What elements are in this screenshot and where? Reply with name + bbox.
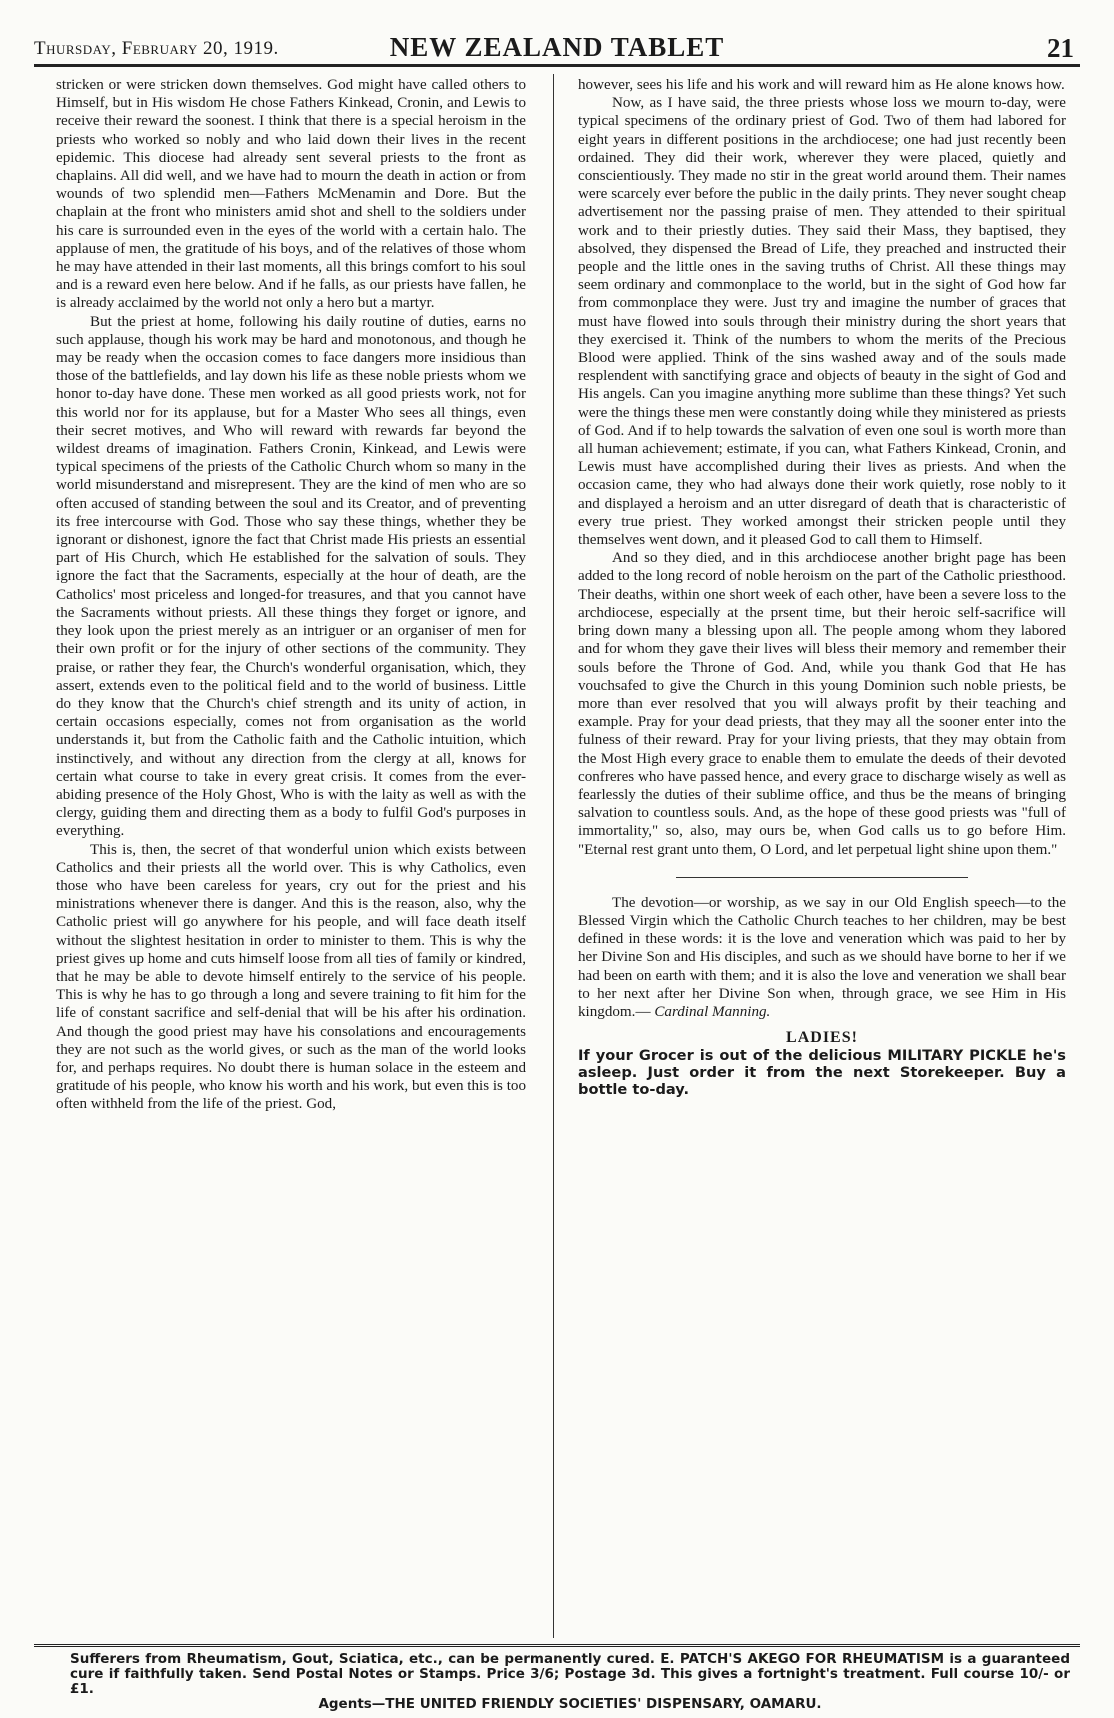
page-number: 21 bbox=[1047, 33, 1074, 63]
header-rule bbox=[34, 64, 1080, 67]
right-column bbox=[578, 76, 1066, 1636]
article-paragraph: Now, as I have said, the three priests whose loss we mourn to-day, were typical specimens of the ordinary priest of God. Two of them had labored for eight years in different positions in the archdiocese; one had just recently been ordained. They did their work, wherever they were placed, quietly and conscientiously. They made no stir in the great world around them. Their names were scarcely ever before the public in the daily prints. They never sought cheap advertisement nor the passing praise of men. They attended to their spiritual work and to their priestly duties. They said their Mass, they baptised, they absolved, they dispensed the Bread of Life, they preached and instructed their people and the little ones in the saving truths of Christ. All these things may seem ordinary and commonplace to the world, but in the sight of God how far from commonplace they were. Just try and imagine the number of graces that must have flowed into souls through their ministry during the short years that they exercised it. Think of the numbers to whom the merits of the Precious Blood were applied. Think of the sins washed away and of the souls made resplendent with sanctifying grace and objects of beauty in the sight of God and His angels. Can you imagine anything more sublime than these things? Yet such were the things these men were constantly doing while they ministered as priests of God. And if to help towards the salvation of even one soul is worth more than all human achievement; estimate, if you can, what Fathers Kinkead, Cronin, and Lewis must have accomplished during their lives as priests. And when the occasion came, they who had always done their work quietly, rose nobly to it and displayed a heroism and an utter disregard of death that is characteristic of every true priest. They worked amongst their stricken people until they themselves went down, and it pleased God to call them to Himself. bbox=[578, 95, 1066, 549]
footer-ad-agents: Agents—THE UNITED FRIENDLY SOCIETIES' DISPENSARY, OAMARU. bbox=[318, 1696, 822, 1712]
quote-text: The devotion—or worship, as we say in our Old English speech—to the Blessed Virgin which the Catholic Church teaches to her children, may be best defined in these words: it is the love and veneration which was paid to her by her Divine Son and His disciples, and such as we should have borne to her if we had been on earth with them; and it is also the love and veneration we shall bear to her next after her Divine Son when, through grace, we see Him in His kingdom.— bbox=[578, 894, 1066, 1020]
section-separator bbox=[676, 877, 969, 878]
left-column bbox=[56, 76, 526, 1628]
article-paragraph: But the priest at home, following his daily routine of duties, earns no such applause, though his work may be hard and monotonous, and though he may be ready when the occasion comes to face dangers more insidious than those of the battlefields, and lay down his life as these noble priests whom we honor to-day have done. These men worked as all good priests work, not for this world nor for its applause, but for a Master Who sees all things, even their secret motives, and Who will reward with rewards far beyond the wildest dreams of imagination. Fathers Cronin, Kinkead, and Lewis were typical specimens of the priests of the Catholic Church whom so many in the world misunderstand and misrepresent. They are the kind of men who are so often accused of standing between the soul and its Creator, and of preventing its free intercourse with God. Those who say these things, whether they be ignorant or dishonest, ignore the fact that Christ made His priests an essential part of His Church, which He established for the salvation of souls. They ignore the fact that the Sacraments, especially at the hour of death, are the Catholics' most priceless and longed-for treasures, and that you cannot have the Sacraments without priests. All these things they forget or ignore, and they look upon the priest merely as an intriguer or an organiser of men for their own profit or for the injury of other sections of the community. They praise, or rather they fear, the Church's wonderful organisation, which, they assert, extends even to the political field and to the world of business. Little do they know that the Church's chief strength and its unity of action, in certain occasions especially, comes not from organisation as the world understands it, but from the Catholic faith and the Catholic intuition, which instinctively, and without any direction from the clergy at all, knows for certain what course to take in every great crisis. It comes from the ever-abiding presence of the Holy Ghost, Who is with the laity as well as with the clergy, guiding them and directing them as a body to fulfil God's purposes in everything. bbox=[56, 313, 526, 840]
publication-title: NEW ZEALAND TABLET bbox=[389, 32, 725, 62]
ladies-ad-title: LADIES! bbox=[786, 1029, 858, 1047]
footer-ad-text: Sufferers from Rheumatism, Gout, Sciatica, etc., can be permanently cured. E. PATCH'S AKEGO FOR RHEUMATISM is a guaranteed cure if faithfully taken. Send Postal Notes or Stamps. Price 3/6; Postage 3d. This gives a fortnight's treatment. Full course 10/- or £1. bbox=[70, 1651, 1070, 1697]
article-paragraph: This is, then, the secret of that wonderful union which exists between Catholics and their priests all the world over. This is why Catholics, even those who have been careless for years, cry out for the priest and his ministrations whenever there is danger. And this is the reason, also, why the Catholic priest will go anywhere for his people, and will face death itself without the slightest hesitation in order to minister to them. This is why the priest gives up home and cuts himself loose from all ties of family or kindred, that he may be able to devote himself entirely to the service of his people. This is why he has to go through a long and severe training to fit him for the life of constant sacrifice and self-denial that will be his after his ordination. And though the good priest may have his consolations and encouragements they are not such as the world gives, or such as the man of the world looks for, and perhaps requires. No doubt there is human solace in the esteem and gratitude of his people, who know his worth and his work, but even this is too often withheld from the life of the priest. God, bbox=[56, 841, 526, 1113]
quote-attribution: Cardinal Manning. bbox=[654, 1003, 771, 1020]
page-header bbox=[34, 30, 1080, 64]
article-paragraph: And so they died, and in this archdiocese another bright page has been added to the long record of noble heroism on the part of the Catholic priesthood. Their deaths, within one short week of each other, have been a severe loss to the archdiocese, especially at the prsent time, but their heroic self-sacrifice will bring down many a blessing upon all. The people among whom they labored and for whom they gave their lives will bless their memory and remember their souls before the Throne of God. And, while you thank God that He has vouchsafed to give the Church in this young Dominion such noble priests, be more than ever resolved that you will always profit by their teaching and example. Pray for your dead priests, that they may all the sooner enter into the fulness of their reward. Pray for your living priests, that they may obtain from the Most High every grace to enable them to emulate the deeds of their devoted confreres who have passed hence, and every grace to discharge wisely as well as fearlessly the duties of their sublime office, and thus be the means of bringing salvation to countless souls. And, as the hope of these good priests was "full of immortality," so, also, may ours be, when God calls us to go before Him. "Eternal rest grant unto them, O Lord, and let perpetual light shine upon them." bbox=[578, 550, 1066, 858]
quote-paragraph bbox=[578, 894, 1066, 1021]
footer-rule bbox=[34, 1644, 1080, 1647]
column-divider bbox=[553, 74, 554, 1638]
article-paragraph: however, sees his life and his work and will reward him as He alone knows how. bbox=[578, 77, 1065, 93]
issue-date: Thursday, February 20, 1919. bbox=[34, 38, 279, 59]
footer-advertisement bbox=[70, 1652, 1070, 1712]
ladies-ad-body: If your Grocer is out of the delicious MILITARY PICKLE he's asleep. Just order it from the next Storekeeper. Buy a bottle to-day. bbox=[578, 1047, 1066, 1099]
article-paragraph: stricken or were stricken down themselves. God might have called others to Himself, but in His wisdom He chose Fathers Kinkead, Cronin, and Lewis to receive their reward the soonest. I think that there is a special heroism in the priests who worked so nobly and who laid down their lives in the recent epidemic. This diocese had already sent several priests to the front as chaplains. All did well, and we have had to mourn the death in action or from wounds of two splendid men—Fathers McMenamin and Dore. But the chaplain at the front who ministers amid shot and shell to the soldiers under his care is surrounded even in the eyes of the world with a certain halo. The applause of men, the gratitude of his boys, and of the relatives of those whom he may have attended in their last moments, all this brings comfort to his soul and is a reward even here below. And if he falls, as our priests have fallen, he is already acclaimed by the world not only a hero but a martyr. bbox=[56, 77, 526, 312]
